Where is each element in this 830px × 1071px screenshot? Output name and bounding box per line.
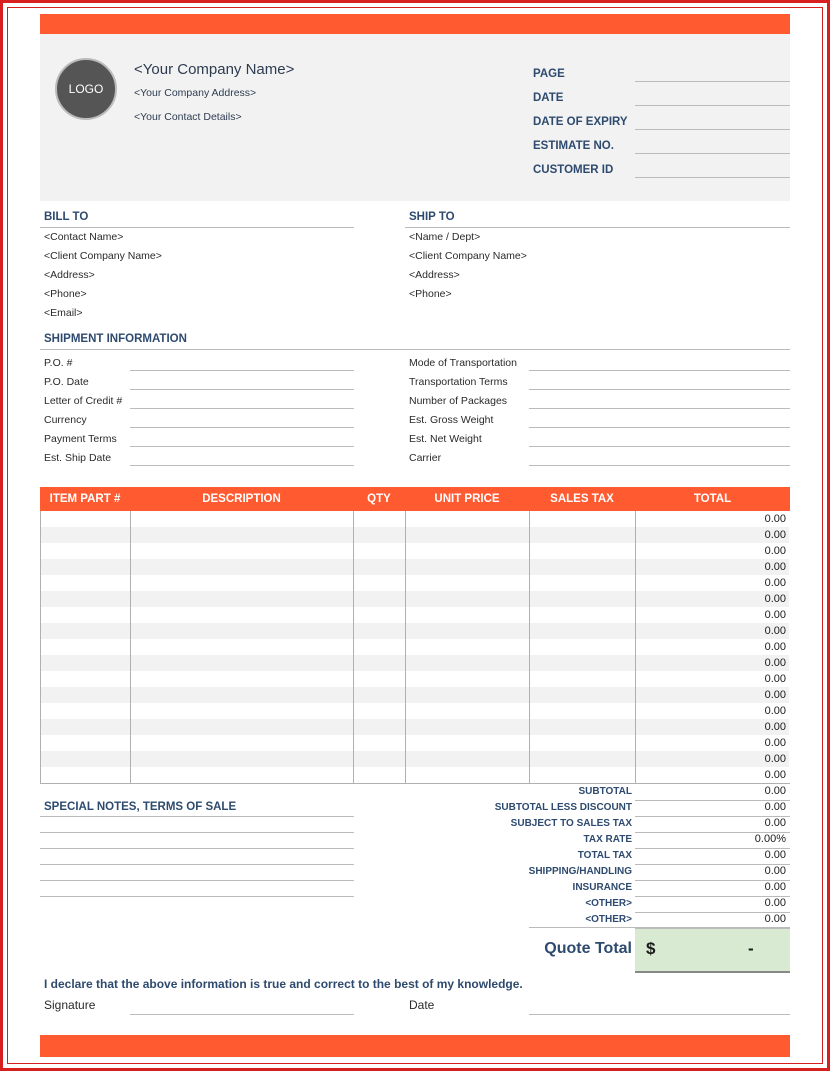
col-header-unit-price: UNIT PRICE (434, 493, 500, 505)
notes-line[interactable] (40, 864, 354, 865)
summary-value[interactable]: 0.00 (764, 849, 786, 861)
row-total-cell: 0.00 (764, 561, 786, 573)
quote-total-label: Quote Total (544, 940, 632, 957)
row-total-cell: 0.00 (764, 529, 786, 541)
summary-label: TOTAL TAX (577, 850, 632, 861)
company-logo: LOGO (55, 58, 117, 120)
summary-value[interactable]: 0.00 (764, 817, 786, 829)
meta-field-expiry[interactable] (635, 129, 790, 130)
summary-label: SUBTOTAL LESS DISCOUNT (494, 802, 632, 813)
row-total-cell: 0.00 (764, 657, 786, 669)
summary-label: SHIPPING/HANDLING (528, 866, 632, 877)
meta-label-date: DATE (533, 92, 564, 104)
row-total-cell: 0.00 (764, 705, 786, 717)
shipment-label: P.O. Date (44, 376, 89, 388)
row-total-cell: 0.00 (764, 625, 786, 637)
shipment-field[interactable] (529, 389, 790, 390)
shipment-label: Number of Packages (409, 395, 508, 407)
row-total-cell: 0.00 (764, 769, 786, 781)
shipment-label: Est. Ship Date (44, 452, 112, 464)
row-total-cell: 0.00 (764, 545, 786, 557)
row-total-cell: 0.00 (764, 753, 786, 765)
summary-value[interactable]: 0.00 (764, 881, 786, 893)
signature-field[interactable] (130, 1014, 354, 1015)
company-address: <Your Company Address> (134, 87, 257, 99)
shipment-field[interactable] (529, 427, 790, 428)
summary-label: TAX RATE (583, 834, 632, 845)
top-accent-bar (40, 14, 790, 34)
notes-line[interactable] (40, 880, 354, 881)
ship-to-title: SHIP TO (409, 211, 455, 223)
row-total-cell: 0.00 (764, 593, 786, 605)
meta-field-page[interactable] (635, 81, 790, 82)
shipment-field[interactable] (130, 427, 354, 428)
signature-label: Signature (44, 998, 96, 1012)
shipment-field[interactable] (529, 446, 790, 447)
meta-label-customer: CUSTOMER ID (533, 164, 614, 176)
summary-value[interactable]: 0.00 (764, 897, 786, 909)
row-total-cell: 0.00 (764, 673, 786, 685)
notes-line[interactable] (40, 816, 354, 817)
ship-to-line[interactable]: <Client Company Name> (409, 250, 527, 262)
notes-line[interactable] (40, 832, 354, 833)
col-divider (529, 511, 530, 783)
row-total-cell: 0.00 (764, 721, 786, 733)
meta-field-estimate[interactable] (635, 153, 790, 154)
shipment-field[interactable] (130, 446, 354, 447)
summary-value[interactable]: 0.00 (764, 865, 786, 877)
currency-symbol: $ (646, 939, 656, 958)
col-header-sales-tax: SALES TAX (550, 493, 614, 505)
summary-label: <OTHER> (585, 898, 632, 909)
row-total-cell: 0.00 (764, 689, 786, 701)
shipment-field[interactable] (529, 408, 790, 409)
col-divider (635, 511, 636, 783)
shipment-label: Payment Terms (44, 433, 117, 445)
quote-total-box (635, 929, 790, 973)
ship-to-rule (405, 227, 790, 228)
shipment-label: Letter of Credit # (44, 395, 123, 407)
row-total-cell: 0.00 (764, 577, 786, 589)
summary-value[interactable]: 0.00 (764, 913, 786, 925)
shipment-field[interactable] (529, 370, 790, 371)
summary-value[interactable]: 0.00 (764, 785, 786, 797)
row-total-cell: 0.00 (764, 609, 786, 621)
shipment-field[interactable] (130, 389, 354, 390)
ship-to-line[interactable]: <Name / Dept> (409, 231, 481, 243)
bottom-accent-bar (40, 1035, 790, 1057)
col-header-description: DESCRIPTION (202, 493, 281, 505)
meta-field-date[interactable] (635, 105, 790, 106)
meta-label-estimate: ESTIMATE NO. (533, 140, 614, 152)
bill-to-line[interactable]: <Client Company Name> (44, 250, 162, 262)
row-total-cell: 0.00 (764, 641, 786, 653)
table-border (40, 511, 41, 783)
summary-label: <OTHER> (585, 914, 632, 925)
shipment-field[interactable] (529, 465, 790, 466)
shipment-label: P.O. # (44, 357, 73, 369)
shipment-field[interactable] (130, 370, 354, 371)
company-contact: <Your Contact Details> (134, 111, 242, 123)
summary-label: INSURANCE (572, 882, 632, 893)
bill-to-line[interactable]: <Email> (44, 307, 83, 319)
summary-value[interactable]: 0.00% (754, 833, 786, 845)
shipment-title: SHIPMENT INFORMATION (44, 333, 187, 345)
shipment-field[interactable] (130, 465, 354, 466)
row-total-cell: 0.00 (764, 737, 786, 749)
meta-field-customer[interactable] (635, 177, 790, 178)
quote-total-value: - (748, 939, 754, 958)
notes-line[interactable] (40, 848, 354, 849)
col-divider (405, 511, 406, 783)
declaration-text: I declare that the above information is true and correct to the best of my knowledge. (44, 977, 523, 991)
summary-value[interactable]: 0.00 (764, 801, 786, 813)
notes-line[interactable] (40, 896, 354, 897)
table-bottom-rule (40, 783, 790, 784)
col-header-qty: QTY (367, 493, 391, 505)
summary-label: SUBJECT TO SALES TAX (510, 818, 632, 829)
company-name: <Your Company Name> (134, 61, 295, 78)
meta-label-expiry: DATE OF EXPIRY (533, 116, 628, 128)
shipment-label: Transportation Terms (409, 376, 508, 388)
date-label: Date (409, 998, 435, 1012)
bill-to-rule (40, 227, 354, 228)
shipment-label: Currency (44, 414, 87, 426)
shipment-label: Est. Net Weight (409, 433, 482, 445)
bill-to-line[interactable]: <Address> (44, 269, 95, 281)
notes-title: SPECIAL NOTES, TERMS OF SALE (44, 801, 237, 813)
bill-to-line[interactable]: <Contact Name> (44, 231, 124, 243)
col-divider (130, 511, 131, 783)
shipment-rule (40, 349, 790, 350)
col-divider (353, 511, 354, 783)
summary-label: SUBTOTAL (578, 786, 632, 797)
col-header-total: TOTAL (693, 493, 732, 505)
row-total-cell: 0.00 (764, 513, 786, 525)
date-field[interactable] (529, 1014, 790, 1015)
ship-to-line[interactable]: <Address> (409, 269, 460, 281)
shipment-label: Carrier (409, 452, 442, 464)
shipment-label: Mode of Transportation (409, 357, 517, 369)
bill-to-line[interactable]: <Phone> (44, 288, 87, 300)
shipment-label: Est. Gross Weight (409, 414, 494, 426)
bill-to-title: BILL TO (44, 211, 89, 223)
ship-to-line[interactable]: <Phone> (409, 288, 452, 300)
col-header-item: ITEM PART # (49, 493, 121, 505)
summary-rule (529, 927, 790, 928)
shipment-field[interactable] (130, 408, 354, 409)
meta-label-page: PAGE (533, 68, 565, 80)
